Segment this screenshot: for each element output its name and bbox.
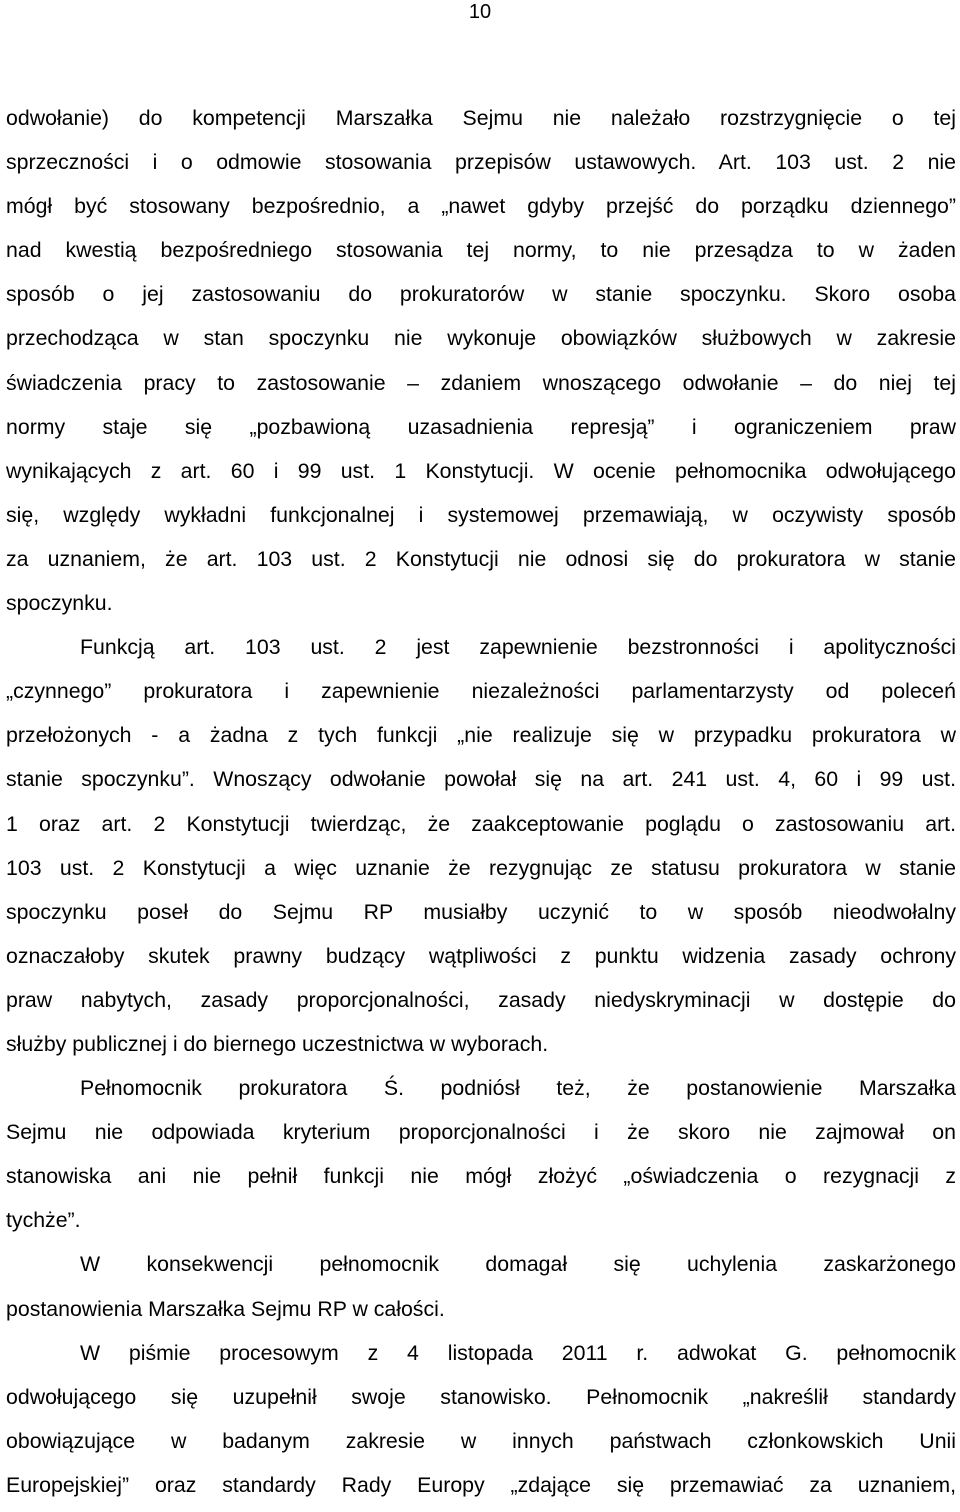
text-line: stanie spoczynku”. Wnoszący odwołanie powołał się na art. 241 ust. 4, 60 i 99 ust. xyxy=(6,767,956,792)
page-number: 10 xyxy=(468,1,492,23)
text-line: mógł być stosowany bezpośrednio, a „nawet gdyby przejść do porządku dziennego” xyxy=(6,194,956,219)
text-line: służby publicznej i do biernego uczestnictwa w wyborach. xyxy=(6,1031,549,1056)
text-line: odwołującego się uzupełnił swoje stanowisko. Pełnomocnik „nakreślił standardy xyxy=(6,1384,956,1409)
document-body xyxy=(6,96,956,1507)
text-line: się, względy wykładni funkcjonalnej i systemowej przemawiają, w oczywisty sposób xyxy=(6,502,956,527)
text-line: W piśmie procesowym z 4 listopada 2011 r. adwokat G. pełnomocnik xyxy=(80,1340,956,1365)
text-line: obowiązujące w badanym zakresie w innych państwach członkowskich Unii xyxy=(6,1428,956,1453)
text-line: odwołanie) do kompetencji Marszałka Sejmu nie należało rozstrzygnięcie o tej xyxy=(6,106,956,130)
text-line: normy staje się „pozbawioną uzasadnienia represją” i ograniczeniem praw xyxy=(6,414,956,439)
text-line: 1 oraz art. 2 Konstytucji twierdząc, że zaakceptowanie poglądu o zastosowaniu art. xyxy=(6,811,956,836)
text-line: wynikających z art. 60 i 99 ust. 1 Konstytucji. W ocenie pełnomocnika odwołującego xyxy=(6,458,956,483)
text-line: przechodząca w stan spoczynku nie wykonuje obowiązków służbowych w zakresie xyxy=(6,326,956,351)
text-line: sposób o jej zastosowaniu do prokuratorów w stanie spoczynku. Skoro osoba xyxy=(6,282,956,307)
text-line: spoczynku. xyxy=(6,591,113,616)
text-line: spoczynku poseł do Sejmu RP musiałby uczynić to w sposób nieodwołalny xyxy=(6,899,956,924)
text-line: Sejmu nie odpowiada kryterium proporcjonalności i że skoro nie zajmował on xyxy=(6,1120,956,1145)
text-line: „czynnego” prokuratora i zapewnienie niezależności parlamentarzysty od poleceń xyxy=(6,679,956,704)
text-line: nad kwestią bezpośredniego stosowania tej normy, to nie przesądza to w żaden xyxy=(6,238,956,263)
text-line: tychże”. xyxy=(6,1208,81,1233)
text-line: W konsekwencji pełnomocnik domagał się uchylenia zaskarżonego xyxy=(80,1252,956,1277)
text-line: świadczenia pracy to zastosowanie – zdaniem wnoszącego odwołanie – do niej tej xyxy=(6,370,956,395)
text-line: przełożonych - a żadna z tych funkcji „nie realizuje się w przypadku prokuratora w xyxy=(6,723,956,748)
text-line: 103 ust. 2 Konstytucji a więc uznanie że rezygnując ze statusu prokuratora w stanie xyxy=(6,855,956,880)
text-line: sprzeczności i o odmowie stosowania przepisów ustawowych. Art. 103 ust. 2 nie xyxy=(6,150,956,175)
text-line: Pełnomocnik prokuratora Ś. podniósł też, że postanowienie Marszałka xyxy=(80,1076,956,1101)
text-line: postanowienia Marszałka Sejmu RP w całości. xyxy=(6,1296,445,1321)
text-line: za uznaniem, że art. 103 ust. 2 Konstytucji nie odnosi się do prokuratora w stanie xyxy=(6,546,956,571)
text-line: Europejskiej” oraz standardy Rady Europy „zdające się przemawiać za uznaniem, xyxy=(6,1472,956,1497)
text-line: praw nabytych, zasady proporcjonalności, zasady niedyskryminacji w dostępie do xyxy=(6,987,956,1012)
text-line: stanowiska ani nie pełnił funkcji nie mógł złożyć „oświadczenia o rezygnacji z xyxy=(6,1164,956,1189)
text-line: Funkcją art. 103 ust. 2 jest zapewnienie bezstronności i apolityczności xyxy=(80,635,956,660)
text-line: oznaczałoby skutek prawny budzący wątpliwości z punktu widzenia zasady ochrony xyxy=(6,943,956,968)
